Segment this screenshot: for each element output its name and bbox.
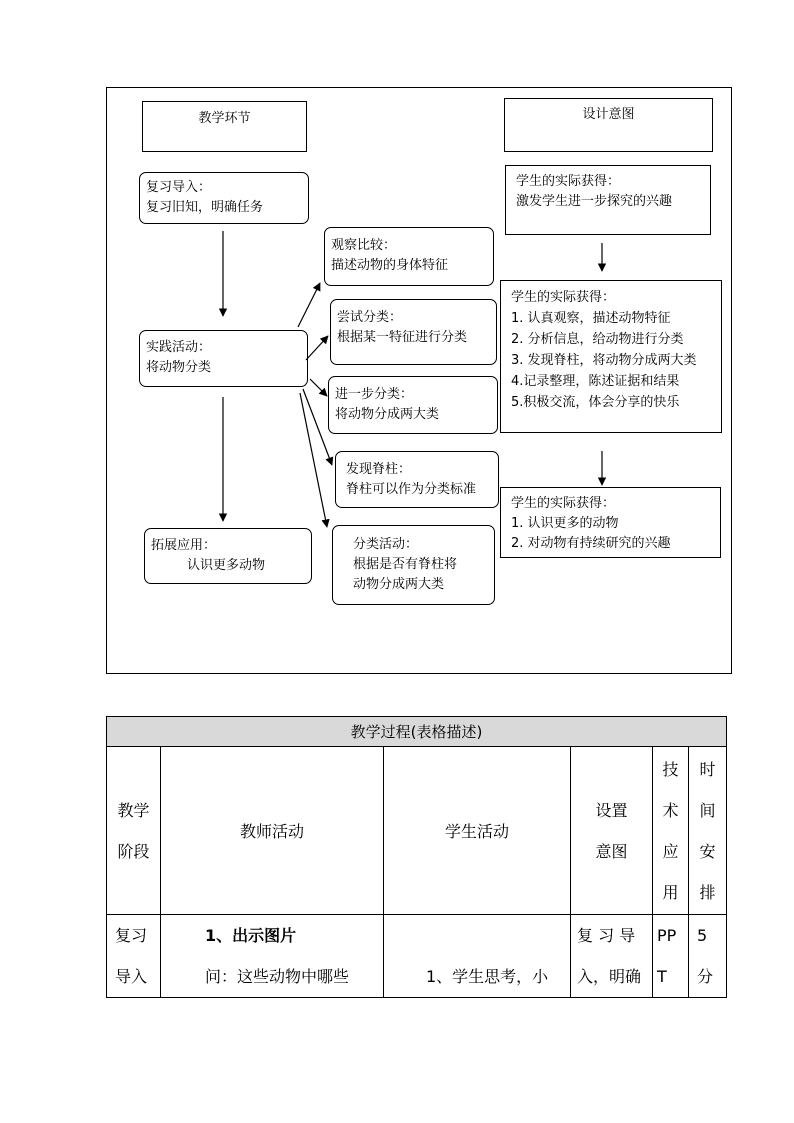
row1-teacher — [161, 915, 384, 998]
classify-activity-line2: 动物分成两大类 — [353, 577, 445, 592]
header-time-char: 安 — [699, 841, 716, 861]
gain2-item: 3. 发现脊柱，将动物分成两大类 — [511, 353, 697, 368]
header-stage — [107, 747, 161, 915]
header-tech-char: 用 — [662, 882, 679, 902]
header-student: 学生活动 — [384, 747, 571, 915]
try-classify-text: 根据某一特征进行分类 — [337, 330, 468, 345]
gain1-title: 学生的实际获得： — [516, 174, 621, 189]
gain2-item: 2. 分析信息，给动物进行分类 — [511, 332, 684, 347]
header-time — [689, 747, 727, 915]
arrow-practice-to-classify — [300, 393, 327, 527]
classify-activity-line1: 根据是否有脊柱将 — [353, 557, 458, 572]
row1-intent-line2: 入，明确 — [577, 967, 642, 986]
further-text: 将动物分成两大类 — [335, 407, 440, 422]
design-intent-label: 设计意图 — [582, 107, 635, 122]
row1-intent — [571, 915, 653, 998]
spine-text: 脊柱可以作为分类标准 — [346, 482, 477, 497]
further-title: 进一步分类： — [335, 387, 414, 402]
review-text: 复习旧知，明确任务 — [146, 200, 264, 215]
gain3-item: 1. 认识更多的动物 — [511, 516, 619, 531]
row1-stage — [107, 915, 161, 998]
teaching-step-label: 教学环节 — [198, 111, 251, 126]
row1-student — [384, 915, 571, 998]
header-teacher: 教师活动 — [161, 747, 384, 915]
row1-time-line: 分 — [697, 967, 714, 986]
classify-activity-title: 分类活动： — [353, 537, 419, 552]
arrow-practice-to-try — [306, 336, 328, 360]
row1-stage-line: 复习 — [115, 926, 148, 945]
header-intent-line: 设置 — [595, 800, 628, 820]
table-title: 教学过程(表格描述) — [107, 717, 727, 747]
try-classify-title: 尝试分类： — [337, 310, 403, 325]
header-time-char: 时 — [699, 759, 716, 779]
gain3-title: 学生的实际获得： — [511, 496, 616, 511]
review-title: 复习导入： — [146, 180, 212, 195]
header-intent-line: 意图 — [595, 841, 628, 861]
arrow-practice-to-observe — [298, 283, 320, 327]
header-intent — [571, 747, 653, 915]
observe-title: 观察比较： — [331, 238, 397, 253]
extend-text: 认识更多动物 — [187, 558, 266, 573]
practice-title: 实践活动： — [146, 340, 212, 355]
row1-teacher-line2: 问：这些动物中哪些 — [205, 967, 350, 986]
row1-tech-line: PP — [657, 926, 677, 945]
process-table — [106, 716, 727, 998]
gain1-text: 激发学生进一步探究的兴趣 — [516, 194, 673, 209]
header-time-char: 排 — [699, 882, 716, 902]
header-tech-char: 应 — [662, 841, 679, 861]
arrow-practice-to-further — [310, 379, 327, 396]
gain2-title: 学生的实际获得： — [511, 290, 616, 305]
row1-tech — [653, 915, 689, 998]
row1-student-line2: 1、学生思考，小 — [426, 967, 549, 986]
gain2-item: 5.积极交流，体会分享的快乐 — [511, 395, 680, 410]
header-time-char: 间 — [699, 800, 716, 820]
row1-stage-line: 导入 — [115, 967, 148, 986]
row1-intent-line1: 复 习 导 — [577, 926, 636, 945]
header-stage-line: 教学 — [117, 800, 150, 820]
row1-time-line: 5 — [697, 926, 708, 945]
gain2-item: 1. 认真观察，描述动物特征 — [511, 311, 671, 326]
row1-time — [689, 915, 727, 998]
row1-student-blank — [384, 915, 570, 956]
row1-teacher-line1: 1、出示图片 — [205, 926, 297, 945]
gain3-item: 2. 对动物有持续研究的兴趣 — [511, 536, 671, 551]
practice-text: 将动物分类 — [146, 360, 212, 375]
row1-tech-line: T — [657, 967, 667, 986]
spine-title: 发现脊柱： — [346, 462, 412, 477]
header-tech-char: 术 — [662, 800, 679, 820]
header-stage-line: 阶段 — [117, 841, 150, 861]
observe-text: 描述动物的身体特征 — [331, 258, 449, 273]
extend-title: 拓展应用： — [151, 538, 217, 553]
gain2-item: 4.记录整理，陈述证据和结果 — [511, 374, 680, 389]
header-tech — [653, 747, 689, 915]
header-tech-char: 技 — [662, 759, 679, 779]
